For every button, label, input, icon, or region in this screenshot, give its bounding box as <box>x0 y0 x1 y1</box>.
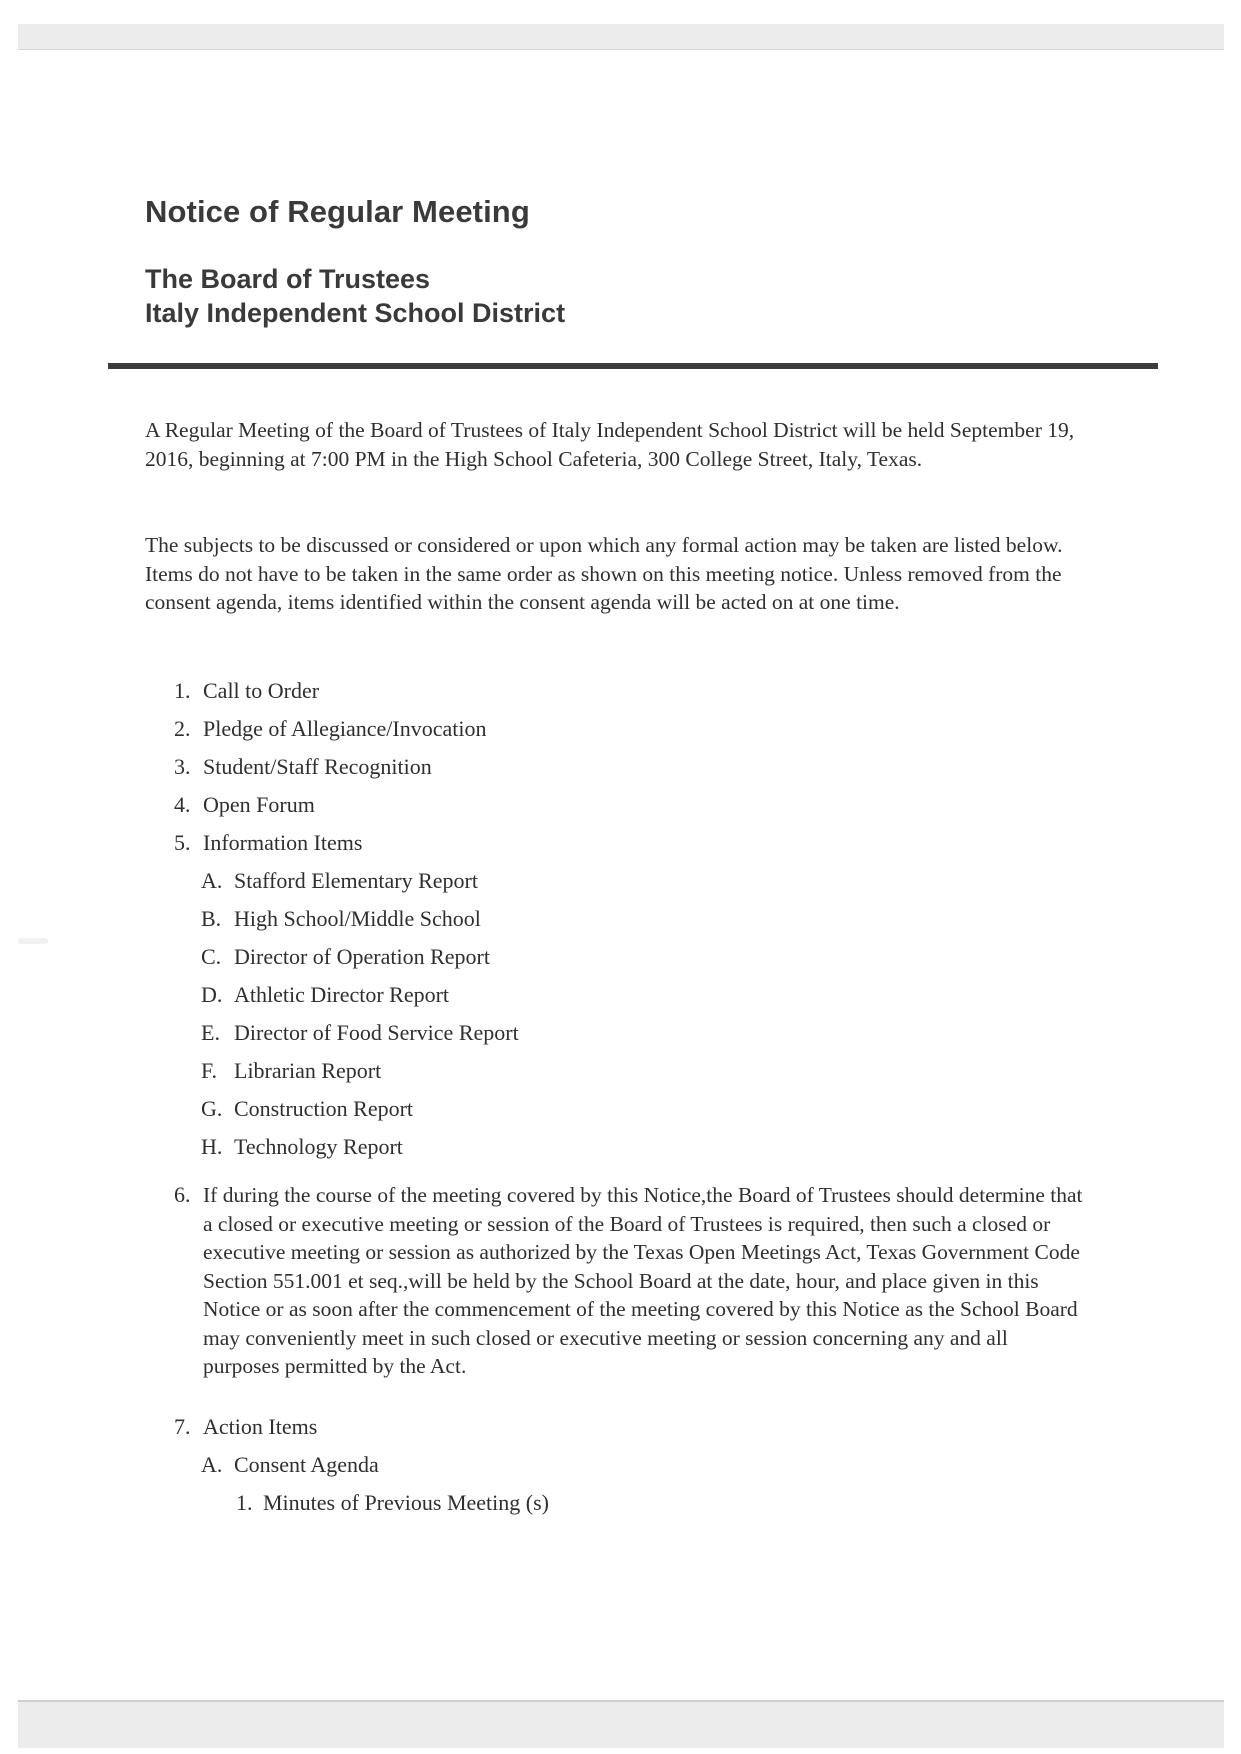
info-item-athletic-director <box>201 981 449 1010</box>
agenda-item-action-items <box>174 1413 317 1442</box>
item-label: Information Items <box>203 830 363 855</box>
item-label: Librarian Report <box>234 1058 382 1083</box>
item-letter: C. <box>201 944 222 969</box>
district-name: Italy Independent School District <box>145 298 566 328</box>
page-title: Notice of Regular Meeting <box>145 194 530 229</box>
subjects-paragraph: The subjects to be discussed or considered or upon which any formal action may be taken are listed below. Items do not have to be taken in the same order as shown on this meeting notice. Unless removed from the consent agenda, items identified within the consent agenda will be acted on at one time. <box>145 533 1063 614</box>
item-number: 7. <box>174 1414 191 1439</box>
item-number: 5. <box>174 830 191 855</box>
agenda-item-closed-session <box>174 1181 1083 1381</box>
item-number: 1. <box>174 678 191 703</box>
info-item-librarian <box>201 1057 381 1086</box>
item-label: Director of Food Service Report <box>234 1020 519 1045</box>
agenda-item-pledge <box>174 715 486 744</box>
item-label: Call to Order <box>203 678 320 703</box>
item-letter: G. <box>201 1096 223 1121</box>
header-divider <box>108 363 1158 369</box>
item-label: Consent Agenda <box>234 1452 379 1477</box>
item-letter: D. <box>201 982 223 1007</box>
item-number: 2. <box>174 716 191 741</box>
item-letter: H. <box>201 1134 223 1159</box>
item-label: Action Items <box>203 1414 318 1439</box>
scan-top-border <box>18 24 1224 50</box>
item-label: Director of Operation Report <box>234 944 490 969</box>
action-item-consent-agenda <box>201 1451 379 1480</box>
item-number: 3. <box>174 754 191 779</box>
scan-bottom-border <box>18 1700 1224 1748</box>
info-item-technology <box>201 1133 403 1162</box>
item-label: Athletic Director Report <box>234 982 450 1007</box>
item-letter: E. <box>201 1020 220 1045</box>
item-letter: F. <box>201 1058 217 1083</box>
meeting-details-paragraph: A Regular Meeting of the Board of Trustees of Italy Independent School District will be held September 19, 2016, beginning at 7:00 PM in the High School Cafeteria, 300 College Street, Italy, Texas. <box>145 418 1075 471</box>
agenda-item-open-forum <box>174 791 315 820</box>
item-label: Technology Report <box>234 1134 403 1159</box>
item-label: Stafford Elementary Report <box>234 868 478 893</box>
item-number: 6. <box>174 1182 191 1207</box>
info-item-construction <box>201 1095 413 1124</box>
scan-artifact <box>18 938 48 944</box>
item-label: Student/Staff Recognition <box>203 754 432 779</box>
item-number: 4. <box>174 792 191 817</box>
info-item-director-operation <box>201 943 490 972</box>
info-item-food-service <box>201 1019 519 1048</box>
item-label: Open Forum <box>203 792 315 817</box>
item-label: Minutes of Previous Meeting (s) <box>263 1490 549 1515</box>
board-name: The Board of Trustees <box>145 264 431 294</box>
agenda-item-call-to-order <box>174 677 319 706</box>
consent-item-minutes <box>236 1489 549 1518</box>
item-label: High School/Middle School <box>234 906 481 931</box>
item-number: 1. <box>236 1490 253 1515</box>
item-letter: A. <box>201 868 223 893</box>
organization-heading <box>145 262 565 330</box>
agenda-item-recognition <box>174 753 432 782</box>
item-label: If during the course of the meeting covered by this Notice,the Board of Trustees should determine that a closed or executive meeting or session of the Board of Trustees is required, then such a closed or executive meeting or session as authorized by the Texas Open Meetings Act, Texas Government Code Section 551.001 et seq.,will be held by the School Board at the date, hour, and place given in this Notice or as soon after the commencement of the meeting covered by this Notice as the School Board may conveniently meet in such closed or executive meeting or session concerning any and all purposes permitted by the Act. <box>203 1183 1083 1378</box>
info-item-stafford-elementary <box>201 867 478 896</box>
agenda-item-information-items <box>174 829 362 858</box>
item-letter: A. <box>201 1452 223 1477</box>
item-letter: B. <box>201 906 222 931</box>
item-label: Construction Report <box>234 1096 414 1121</box>
info-item-high-middle-school <box>201 905 481 934</box>
item-label: Pledge of Allegiance/Invocation <box>203 716 487 741</box>
